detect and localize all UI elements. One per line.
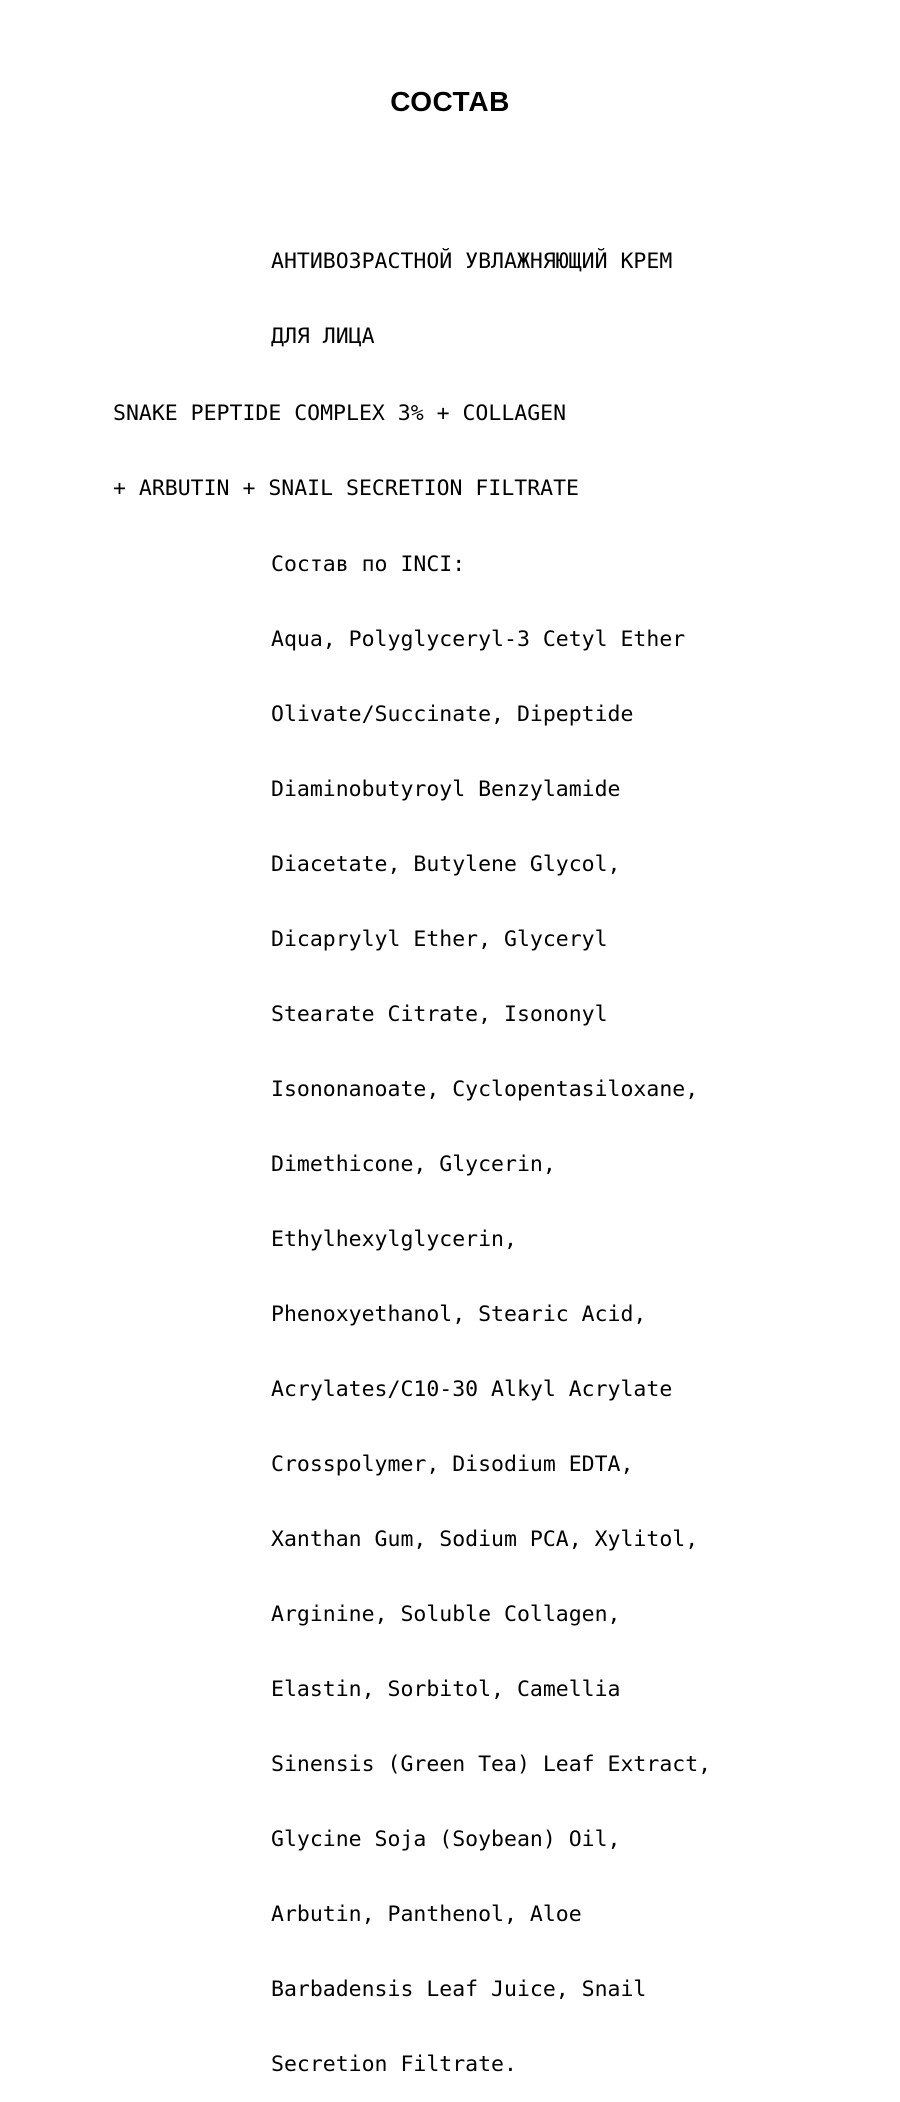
inci-line: Sinensis (Green Tea) Leaf Extract, — [271, 1752, 712, 1777]
product-name-line: ДЛЯ ЛИЦА — [271, 324, 375, 349]
inci-line: Dicaprylyl Ether, Glyceryl — [271, 927, 608, 952]
active-complex-line: SNAKE PEPTIDE COMPLEX 3% + COLLAGEN — [113, 401, 567, 426]
active-complex — [113, 351, 579, 526]
product-name — [271, 199, 672, 374]
inci-line: Diacetate, Butylene Glycol, — [271, 852, 621, 877]
inci-line: Dimethicone, Glycerin, — [271, 1152, 556, 1177]
inci-line: Secretion Filtrate. — [271, 2052, 517, 2077]
inci-line: Phenoxyethanol, Stearic Acid, — [271, 1302, 647, 1327]
inci-ingredients — [271, 502, 711, 2102]
inci-line: Crosspolymer, Disodium EDTA, — [271, 1452, 634, 1477]
inci-line: Diaminobutyroyl Benzylamide — [271, 777, 621, 802]
active-complex-line: + ARBUTIN + SNAIL SECRETION FILTRATE — [113, 476, 579, 501]
inci-line: Barbadensis Leaf Juice, Snail — [271, 1977, 647, 2002]
inci-heading: Состав по INCI: — [271, 552, 466, 577]
inci-line: Arbutin, Panthenol, Aloe — [271, 1902, 582, 1927]
inci-line: Ethylhexylglycerin, — [271, 1227, 517, 1252]
inci-line: Acrylates/C10-30 Alkyl Acrylate — [271, 1377, 673, 1402]
product-name-line: АНТИВОЗРАСТНОЙ УВЛАЖНЯЮЩИЙ КРЕМ — [271, 249, 673, 274]
inci-line: Arginine, Soluble Collagen, — [271, 1602, 621, 1627]
inci-line: Aqua, Polyglyceryl-3 Cetyl Ether — [271, 627, 686, 652]
page-title: СОСТАВ — [390, 86, 510, 117]
inci-line: Elastin, Sorbitol, Camellia — [271, 1677, 621, 1702]
inci-line: Xanthan Gum, Sodium PCA, Xylitol, — [271, 1527, 699, 1552]
inci-line: Isononanoate, Cyclopentasiloxane, — [271, 1077, 699, 1102]
inci-line: Stearate Citrate, Isononyl — [271, 1002, 608, 1027]
inci-line: Olivate/Succinate, Dipeptide — [271, 702, 634, 727]
inci-line: Glycine Soja (Soybean) Oil, — [271, 1827, 621, 1852]
